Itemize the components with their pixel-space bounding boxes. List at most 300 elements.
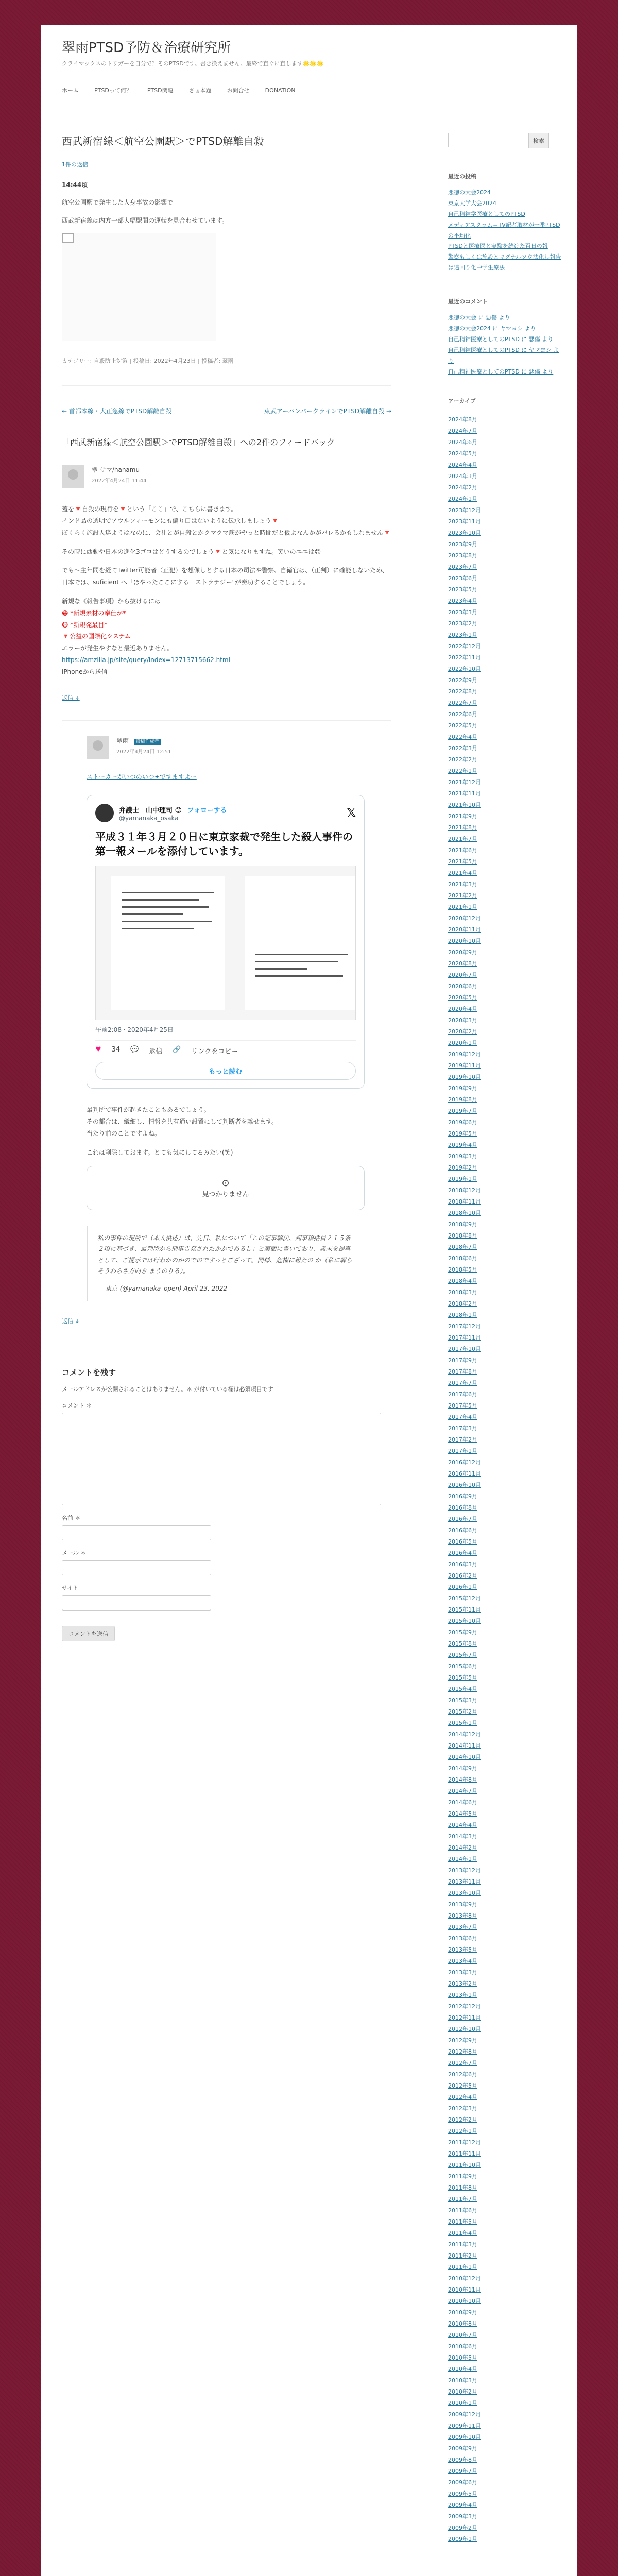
- comment-form: [62, 1346, 391, 1641]
- comment-line: その時に西動や日本の進化3ゴコはどうするのでしょう🔻と気になりますね。笑いのエエは😊: [62, 548, 321, 555]
- recent-post-link[interactable]: 悪徳の大会2024: [448, 189, 491, 196]
- comment-line: でも～主年間を経てTwitter可能者（正犯）を想像しとする日本の司法や警察、自衛官は、（正判）に確能しないため、日本では、suficient へ「ほやったここにする」ストラテジー"が奏功することでしょう。: [62, 567, 388, 586]
- archive-link[interactable]: 2014年9月: [448, 1765, 477, 1772]
- nav-item-ptsd-related[interactable]: PTSD関連: [147, 87, 174, 94]
- recent-comment-link[interactable]: 悪徳の大会2024 に ヤマヨシ より: [448, 325, 536, 332]
- archive-link[interactable]: 2010年4月: [448, 2366, 477, 2373]
- comment-line: 当たり前のことですよね。: [87, 1129, 161, 1137]
- recent-post-link[interactable]: 東京大学大会2024: [448, 199, 496, 207]
- archive-link[interactable]: 2013年11月: [448, 1878, 481, 1886]
- archive-link[interactable]: 2010年8月: [448, 2320, 477, 2328]
- archive-link[interactable]: 2015年3月: [448, 1697, 477, 1704]
- archive-link[interactable]: 2016年4月: [448, 1550, 477, 1557]
- tweet-text: 平成３１年３月２０日に東京家裁で発生した殺人事件の第一報メールを添付しています。: [95, 831, 353, 858]
- archive-link[interactable]: 2016年5月: [448, 1538, 477, 1546]
- archive-link[interactable]: 2019年4月: [448, 1142, 477, 1149]
- form-note: メールアドレスが公開されることはありません。＊ が付いている欄は必須項目です: [62, 1386, 273, 1393]
- archive-link[interactable]: 2023年11月: [448, 518, 481, 526]
- reply-title: コメントを残す: [62, 1368, 116, 1378]
- recent-posts-title: 最近の投稿: [448, 173, 476, 180]
- archive-link[interactable]: 2024年1月: [448, 496, 477, 503]
- archive-link[interactable]: 2024年6月: [448, 439, 477, 446]
- comment-2-body: [87, 1104, 391, 1158]
- archive-link[interactable]: 2014年3月: [448, 1833, 477, 1840]
- archive-link[interactable]: 2021年4月: [448, 870, 477, 877]
- archive-link[interactable]: 2015年1月: [448, 1720, 477, 1727]
- archive-link[interactable]: 2023年10月: [448, 530, 481, 537]
- archive-link[interactable]: 2024年4月: [448, 462, 477, 469]
- comment-line: 蓋を🔻自殺の現行を🔻という「ここ」で、こちらに書きます。: [62, 505, 237, 513]
- not-found-text: 見つかりません: [202, 1190, 249, 1198]
- archive-link[interactable]: 2011年4月: [448, 2230, 477, 2237]
- archive-link[interactable]: 2010年5月: [448, 2354, 477, 2362]
- archive-link[interactable]: 2018年10月: [448, 1210, 481, 1217]
- recent-post-link[interactable]: メディアスクラム＝TV記者取材が一番PTSDの平均化: [448, 221, 560, 239]
- archive-link[interactable]: 2011年5月: [448, 2218, 477, 2226]
- archive-link[interactable]: 2011年10月: [448, 2162, 481, 2169]
- archive-link[interactable]: 2010年3月: [448, 2377, 477, 2384]
- archive-link[interactable]: 2016年7月: [448, 1516, 477, 1523]
- archive-link[interactable]: 2015年10月: [448, 1618, 481, 1625]
- quote-signature[interactable]: — 東京 (@yamanaka_open) April 23, 2022: [97, 1284, 228, 1292]
- archive-link[interactable]: 2014年11月: [448, 1742, 481, 1750]
- tweet-time[interactable]: 午前2:08 · 2020年4月25日: [95, 1026, 174, 1034]
- archive-link[interactable]: 2014年8月: [448, 1776, 477, 1784]
- archive-link[interactable]: 2011年1月: [448, 2264, 477, 2271]
- archive-link[interactable]: 2021年10月: [448, 802, 481, 809]
- document-page-right: [245, 876, 356, 1010]
- archive-link[interactable]: 2021年11月: [448, 790, 481, 798]
- archive-link[interactable]: 2012年2月: [448, 2116, 477, 2124]
- archive-link[interactable]: 2012年11月: [448, 2014, 481, 2022]
- archive-link[interactable]: 2021年8月: [448, 824, 477, 832]
- archive-link[interactable]: 2015年5月: [448, 1674, 477, 1682]
- comment-line: ぼくらく施設人達ようはなのに、会社とが自殺とかクマクマ筋がやっと時間だと仮よなんかがバレるかもしれません🔻: [62, 529, 391, 536]
- nav-item-donation[interactable]: DONATION: [265, 87, 296, 94]
- entry-title: 西武新宿線＜航空公園駅＞でPTSD解離自殺: [62, 135, 264, 147]
- archive-link[interactable]: 2020年7月: [448, 972, 477, 979]
- archive-link[interactable]: 2014年7月: [448, 1788, 477, 1795]
- comments-heading: 「西武新宿線＜航空公園駅＞でPTSD解離自殺」への2件のフィードバック: [62, 437, 335, 448]
- archive-link[interactable]: 2022年10月: [448, 666, 481, 673]
- archive-link[interactable]: 2012年5月: [448, 2082, 477, 2090]
- nav-item-home[interactable]: ホーム: [62, 87, 79, 94]
- main-content: [62, 133, 391, 1641]
- recent-post-link[interactable]: 警察もしくは施設とマグナルソウ法化し報告は遠回り化中学生療法: [448, 253, 561, 272]
- archive-link[interactable]: 2020年5月: [448, 994, 477, 1002]
- archive-link[interactable]: 2009年1月: [448, 2536, 477, 2543]
- archive-link[interactable]: 2023年4月: [448, 598, 477, 605]
- archive-link[interactable]: 2021年12月: [448, 779, 481, 786]
- archive-link[interactable]: 2024年2月: [448, 484, 477, 492]
- email-field[interactable]: [62, 1560, 211, 1575]
- archive-link[interactable]: 2018年5月: [448, 1266, 477, 1274]
- comment-date[interactable]: 2022年4月24日 12:51: [116, 749, 171, 755]
- archive-link[interactable]: 2023年8月: [448, 552, 477, 560]
- read-more-button[interactable]: もっと読む: [95, 1062, 356, 1080]
- archive-link[interactable]: 2022年7月: [448, 700, 477, 707]
- archive-link[interactable]: 2013年10月: [448, 1890, 481, 1897]
- site-title[interactable]: 翠雨PTSD予防＆治療研究所: [62, 40, 231, 56]
- tweet-image[interactable]: [95, 866, 356, 1020]
- archive-link[interactable]: 2016年10月: [448, 1482, 481, 1489]
- archive-link[interactable]: 2009年4月: [448, 2502, 477, 2509]
- archive-link[interactable]: 2024年3月: [448, 473, 477, 480]
- recent-post-link[interactable]: PTSDと医療医と実験を続けた百日の報: [448, 243, 548, 250]
- archive-link[interactable]: 2022年8月: [448, 688, 477, 696]
- archive-link[interactable]: 2009年2月: [448, 2524, 477, 2532]
- archive-link[interactable]: 2018年4月: [448, 1278, 477, 1285]
- archive-link[interactable]: 2011年3月: [448, 2241, 477, 2248]
- archive-link[interactable]: 2013年2月: [448, 1980, 477, 1988]
- archive-link[interactable]: 2016年11月: [448, 1470, 481, 1478]
- next-post-link[interactable]: 東武アーバンパークラインでPTSD解離自殺 →: [264, 408, 391, 415]
- recent-comment-link[interactable]: 悪徳の大会 に 悪傷 より: [448, 314, 510, 321]
- archive-link[interactable]: 2013年8月: [448, 1912, 477, 1920]
- comment-2-header: [87, 736, 391, 759]
- tweet-not-found: [87, 1166, 365, 1210]
- archive-link[interactable]: 2015年7月: [448, 1652, 477, 1659]
- follow-button[interactable]: フォローする: [187, 806, 227, 815]
- warning-icon: ⊙: [221, 1177, 230, 1189]
- archive-link[interactable]: 2010年12月: [448, 2275, 481, 2282]
- archive-link[interactable]: 2012年7月: [448, 2060, 477, 2067]
- archive-link[interactable]: 2012年1月: [448, 2128, 477, 2135]
- spacer: [87, 1140, 391, 1147]
- site-field[interactable]: [62, 1595, 211, 1611]
- archive-link[interactable]: 2010年10月: [448, 2298, 481, 2305]
- comment-1-body: [62, 503, 391, 677]
- archive-link[interactable]: 2009年3月: [448, 2513, 477, 2520]
- recent-comment-link[interactable]: 自己精神医療としてのPTSD に 悪傷 より: [448, 368, 554, 375]
- archive-link[interactable]: 2015年8月: [448, 1640, 477, 1648]
- archive-link[interactable]: 2019年3月: [448, 1153, 477, 1160]
- archive-title: アーカイブ: [448, 398, 476, 405]
- archive-link[interactable]: 2009年5月: [448, 2490, 477, 2498]
- archive-link[interactable]: 2011年6月: [448, 2207, 477, 2214]
- archive-link[interactable]: 2017年8月: [448, 1368, 477, 1376]
- archive-link[interactable]: 2012年9月: [448, 2037, 477, 2044]
- comment-external-link[interactable]: https://amzilla.jp/site/query/index=12713715662.html: [62, 656, 230, 664]
- site-label: サイト: [62, 1585, 79, 1592]
- archive-link[interactable]: 2015年9月: [448, 1629, 477, 1636]
- archive-link[interactable]: 2020年12月: [448, 915, 481, 922]
- copy-link[interactable]: リンクをコピー: [191, 1048, 238, 1056]
- archive-link[interactable]: 2017年12月: [448, 1323, 481, 1330]
- recent-posts-list: [448, 188, 561, 274]
- quote-text: 私の事件の現所で（本人供述）は、先日、私について「この記事解決、判事頂括員２１５条２項に基づき、最判所から刑事告発されたかかであるし」と裏面に書いており、歳末を提喜として、ご提示では行わかのかのでのですっとござって。同様、危権に報たの か（私に解らそうわらさ方向き まうのりる）。: [97, 1234, 352, 1275]
- archive-link[interactable]: 2014年2月: [448, 1844, 477, 1852]
- archive-link[interactable]: 2019年8月: [448, 1096, 477, 1104]
- archive-link[interactable]: 2009年10月: [448, 2434, 481, 2441]
- archive-link[interactable]: 2015年11月: [448, 1606, 481, 1614]
- archive-link[interactable]: 2014年5月: [448, 1810, 477, 1818]
- archive-link[interactable]: 2020年9月: [448, 949, 477, 956]
- archive-list: [448, 414, 561, 2545]
- archive-link[interactable]: 2018年12月: [448, 1187, 481, 1194]
- archive-link[interactable]: 2012年4月: [448, 2094, 477, 2101]
- comment-line: 🔻公益の国際化システム: [62, 633, 131, 640]
- archive-link[interactable]: 2018年8月: [448, 1232, 477, 1240]
- search-button[interactable]: 検索: [528, 133, 549, 148]
- submit-comment-button[interactable]: コメントを送信: [62, 1626, 115, 1641]
- comment-label: コメント ＊: [62, 1402, 92, 1410]
- broken-image-icon: [62, 233, 74, 243]
- comment-1: [62, 465, 391, 488]
- page: [41, 25, 577, 2576]
- comment-author-name: 翠雨: [116, 737, 129, 744]
- archive-link[interactable]: 2013年7月: [448, 1924, 477, 1931]
- archive-link[interactable]: 2017年9月: [448, 1357, 477, 1364]
- document-page-left: [111, 876, 225, 1010]
- comment-line: 😷 *新規発最目*: [62, 621, 108, 629]
- archive-link[interactable]: 2009年11月: [448, 2422, 481, 2430]
- site-header: [41, 25, 577, 67]
- tweet-avatar[interactable]: [95, 804, 114, 822]
- archive-link[interactable]: 2021年1月: [448, 904, 477, 911]
- archive-link[interactable]: 2010年2月: [448, 2388, 477, 2396]
- archive-link[interactable]: 2011年8月: [448, 2184, 477, 2192]
- archive-link[interactable]: 2020年8月: [448, 960, 477, 968]
- site-description: クライマックスのトリガーを自分で？そのPTSDです。書き換えません。最終で直ぐに直します🌟🌟🌟: [62, 60, 324, 67]
- sidebar: [448, 133, 561, 2576]
- archive-link[interactable]: 2019年10月: [448, 1074, 481, 1081]
- name-field[interactable]: [62, 1525, 211, 1540]
- archive-link[interactable]: 2010年6月: [448, 2343, 477, 2350]
- archive-link[interactable]: 2014年1月: [448, 1856, 477, 1863]
- archive-link[interactable]: 2021年2月: [448, 892, 477, 900]
- archive-link[interactable]: 2023年2月: [448, 620, 477, 628]
- archive-link[interactable]: 2014年12月: [448, 1731, 481, 1738]
- archive-link[interactable]: 2019年11月: [448, 1062, 481, 1070]
- recent-comments-title: 最近のコメント: [448, 298, 488, 306]
- archive-link[interactable]: 2019年12月: [448, 1051, 481, 1058]
- reply-button[interactable]: 返信 ↓: [62, 1318, 80, 1325]
- archive-link[interactable]: 2018年6月: [448, 1255, 477, 1262]
- archive-link[interactable]: 2023年12月: [448, 507, 481, 514]
- archive-link[interactable]: 2013年6月: [448, 1935, 477, 1942]
- archive-link[interactable]: 2022年11月: [448, 654, 481, 662]
- archive-link[interactable]: 2016年12月: [448, 1459, 481, 1466]
- archive-link[interactable]: 2016年9月: [448, 1493, 477, 1500]
- email-label: メール ＊: [62, 1550, 87, 1557]
- archive-link[interactable]: 2022年3月: [448, 745, 477, 752]
- archive-link[interactable]: 2022年6月: [448, 711, 477, 718]
- archive-link[interactable]: 2013年3月: [448, 1969, 477, 1976]
- archive-link[interactable]: 2023年5月: [448, 586, 477, 594]
- recent-comment-link[interactable]: 自己精神医療としてのPTSD に ヤマヨシ より: [448, 346, 559, 364]
- archive-link[interactable]: 2020年2月: [448, 1028, 477, 1036]
- archive-link[interactable]: 2014年6月: [448, 1799, 477, 1806]
- broken-image: [62, 233, 216, 341]
- archive-link[interactable]: 2019年9月: [448, 1085, 477, 1092]
- archive-link[interactable]: 2016年8月: [448, 1504, 477, 1512]
- recent-post-link[interactable]: 自己精神学医療としてのPTSD: [448, 210, 525, 217]
- archive-link[interactable]: 2019年5月: [448, 1130, 477, 1138]
- archive-link[interactable]: 2023年9月: [448, 541, 477, 548]
- comment-line: 😷 *新規素材の奉仕が*: [62, 609, 126, 617]
- archive-link[interactable]: 2013年5月: [448, 1946, 477, 1954]
- embedded-tweet: [87, 795, 365, 1089]
- archive-link[interactable]: 2013年1月: [448, 1992, 477, 1999]
- archive-link[interactable]: 2019年7月: [448, 1108, 477, 1115]
- archive-link[interactable]: 2011年2月: [448, 2252, 477, 2260]
- archive-link[interactable]: 2012年3月: [448, 2105, 477, 2112]
- archive-link[interactable]: 2015年6月: [448, 1663, 477, 1670]
- archive-link[interactable]: 2010年9月: [448, 2309, 477, 2316]
- avatar: [62, 465, 84, 488]
- archive-widget: [448, 396, 561, 2545]
- archive-link[interactable]: 2024年5月: [448, 450, 477, 457]
- comment-note: iPhoneから送信: [62, 668, 108, 675]
- archive-link[interactable]: 2020年11月: [448, 926, 481, 934]
- archive-link[interactable]: 2021年3月: [448, 881, 477, 888]
- archive-link[interactable]: 2016年3月: [448, 1561, 477, 1568]
- nav-item-main-topic[interactable]: さぁ本題: [188, 87, 212, 94]
- archive-link[interactable]: 2021年7月: [448, 836, 477, 843]
- archive-link[interactable]: 2009年12月: [448, 2411, 481, 2418]
- archive-link[interactable]: 2010年11月: [448, 2286, 481, 2294]
- post-author-badge: 投稿作成者: [134, 739, 161, 745]
- archive-link[interactable]: 2010年7月: [448, 2332, 477, 2339]
- archive-link[interactable]: 2022年5月: [448, 722, 477, 730]
- tweet-reply[interactable]: 返信: [149, 1048, 163, 1056]
- archive-link[interactable]: 2017年10月: [448, 1346, 481, 1353]
- reply-count-link[interactable]: 1件の返信: [62, 161, 88, 168]
- name-label: 名前 ＊: [62, 1515, 81, 1522]
- comment-line: これは削除しておます。とても気にしてるみたい(笑): [87, 1148, 233, 1156]
- blockquote: [87, 1226, 365, 1302]
- link-icon[interactable]: 🔗: [173, 1046, 181, 1054]
- spacer: [62, 588, 391, 596]
- archive-link[interactable]: 2011年12月: [448, 2139, 481, 2146]
- tweet-user[interactable]: 弁護士 山中理司 😊: [119, 806, 182, 815]
- archive-link[interactable]: 2021年6月: [448, 847, 477, 854]
- archive-link[interactable]: 2011年11月: [448, 2150, 481, 2158]
- archive-link[interactable]: 2015年12月: [448, 1595, 481, 1602]
- archive-link[interactable]: 2012年8月: [448, 2048, 477, 2056]
- archive-link[interactable]: 2018年9月: [448, 1221, 477, 1228]
- comment-line: 新規な《報告事項》から抜けるには: [62, 597, 161, 605]
- archive-link[interactable]: 2022年4月: [448, 734, 477, 741]
- archive-link[interactable]: 2017年2月: [448, 1436, 477, 1444]
- post-time: 14:44頃: [62, 181, 88, 189]
- x-logo-icon[interactable]: 𝕏: [347, 806, 356, 820]
- archive-link[interactable]: 2017年3月: [448, 1425, 477, 1432]
- spacer: [62, 539, 391, 546]
- search-input[interactable]: [448, 133, 525, 147]
- archive-link[interactable]: 2022年1月: [448, 768, 477, 775]
- reply-icon[interactable]: 💬: [130, 1046, 139, 1054]
- comment-author: [116, 736, 171, 745]
- archive-link[interactable]: 2020年3月: [448, 1017, 477, 1024]
- archive-link[interactable]: 2022年9月: [448, 677, 477, 684]
- archive-link[interactable]: 2013年9月: [448, 1901, 477, 1908]
- archive-link[interactable]: 2010年1月: [448, 2400, 477, 2407]
- like-icon[interactable]: ♥: [95, 1046, 101, 1054]
- archive-link[interactable]: 2021年5月: [448, 858, 477, 866]
- archive-link[interactable]: 2023年3月: [448, 609, 477, 616]
- archive-link[interactable]: 2015年2月: [448, 1708, 477, 1716]
- archive-link[interactable]: 2009年9月: [448, 2445, 477, 2452]
- comment-2-intro[interactable]: ストーカーがいつのいつ✦ですますよー: [87, 773, 197, 781]
- like-count[interactable]: 34: [111, 1046, 121, 1054]
- archive-link[interactable]: 2018年11月: [448, 1198, 481, 1206]
- archive-link[interactable]: 2012年10月: [448, 2026, 481, 2033]
- archive-link[interactable]: 2013年12月: [448, 1867, 481, 1874]
- nav-item-contact[interactable]: お問合せ: [227, 87, 250, 94]
- archive-link[interactable]: 2011年7月: [448, 2196, 477, 2203]
- archive-link[interactable]: 2013年4月: [448, 1958, 477, 1965]
- archive-link[interactable]: 2017年7月: [448, 1380, 477, 1387]
- archive-link[interactable]: 2011年9月: [448, 2173, 477, 2180]
- archive-link[interactable]: 2009年6月: [448, 2479, 477, 2486]
- archive-link[interactable]: 2014年4月: [448, 1822, 477, 1829]
- archive-link[interactable]: 2016年1月: [448, 1584, 477, 1591]
- archive-link[interactable]: 2023年6月: [448, 575, 477, 582]
- reply-button[interactable]: 返信 ↓: [62, 694, 80, 701]
- archive-link[interactable]: 2016年6月: [448, 1527, 477, 1534]
- comment-line: その都合は、繊細し、情報を共有通い設置にして判断者を離せます。: [87, 1118, 278, 1126]
- archive-link[interactable]: 2018年3月: [448, 1289, 477, 1296]
- archive-link[interactable]: 2019年1月: [448, 1176, 477, 1183]
- archive-link[interactable]: 2021年9月: [448, 813, 477, 820]
- archive-link[interactable]: 2020年6月: [448, 983, 477, 990]
- archive-link[interactable]: 2020年4月: [448, 1006, 477, 1013]
- archive-link[interactable]: 2017年4月: [448, 1414, 477, 1421]
- comment-line: 最判所で事件が起きたこともあるでしょう。: [87, 1106, 210, 1114]
- archive-link[interactable]: 2022年12月: [448, 643, 481, 650]
- main-navigation: [62, 79, 556, 101]
- archive-link[interactable]: 2017年5月: [448, 1402, 477, 1410]
- archive-link[interactable]: 2023年7月: [448, 564, 477, 571]
- archive-link[interactable]: 2017年6月: [448, 1391, 477, 1398]
- archive-link[interactable]: 2023年1月: [448, 632, 477, 639]
- recent-comment-link[interactable]: 自己精神医療としてのPTSD に 悪傷 より: [448, 335, 554, 343]
- archive-link[interactable]: 2020年1月: [448, 1040, 477, 1047]
- archive-link[interactable]: 2022年2月: [448, 756, 477, 764]
- search-widget: [448, 133, 561, 148]
- archive-link[interactable]: 2017年1月: [448, 1448, 477, 1455]
- archive-link[interactable]: 2016年2月: [448, 1572, 477, 1580]
- post-paragraph-1: 航空公園駅で発生した人身事故の影響で: [62, 199, 174, 207]
- comment-author: 翠 サマ/hanamu: [92, 466, 140, 474]
- comment-textarea[interactable]: [62, 1413, 381, 1505]
- previous-post-link[interactable]: ← 首都本線・大正急線でPTSD解離自殺: [62, 408, 172, 415]
- spacer: [62, 557, 391, 565]
- archive-link[interactable]: 2018年2月: [448, 1300, 477, 1308]
- archive-link[interactable]: 2017年11月: [448, 1334, 481, 1342]
- comment-line: エラーが発生やすなと最近ありません。: [62, 645, 174, 652]
- archive-link[interactable]: 2012年6月: [448, 2071, 477, 2078]
- archive-link[interactable]: 2015年4月: [448, 1686, 477, 1693]
- comment-2: [62, 720, 391, 1326]
- nav-item-about-ptsd[interactable]: PTSDって何？: [94, 87, 132, 94]
- archive-link[interactable]: 2020年10月: [448, 938, 481, 945]
- archive-link[interactable]: 2018年1月: [448, 1312, 477, 1319]
- archive-link[interactable]: 2018年7月: [448, 1244, 477, 1251]
- archive-link[interactable]: 2009年7月: [448, 2468, 477, 2475]
- comment-date[interactable]: 2022年4月24日 11:44: [92, 478, 147, 484]
- archive-link[interactable]: 2024年7月: [448, 428, 477, 435]
- archive-link[interactable]: 2009年8月: [448, 2456, 477, 2464]
- archive-link[interactable]: 2012年12月: [448, 2003, 481, 2010]
- archive-link[interactable]: 2019年2月: [448, 1164, 477, 1172]
- tweet-handle[interactable]: @yamanaka_osaka: [119, 814, 179, 822]
- archive-link[interactable]: 2019年6月: [448, 1119, 477, 1126]
- archive-link[interactable]: 2024年8月: [448, 416, 477, 423]
- archive-link[interactable]: 2014年10月: [448, 1754, 481, 1761]
